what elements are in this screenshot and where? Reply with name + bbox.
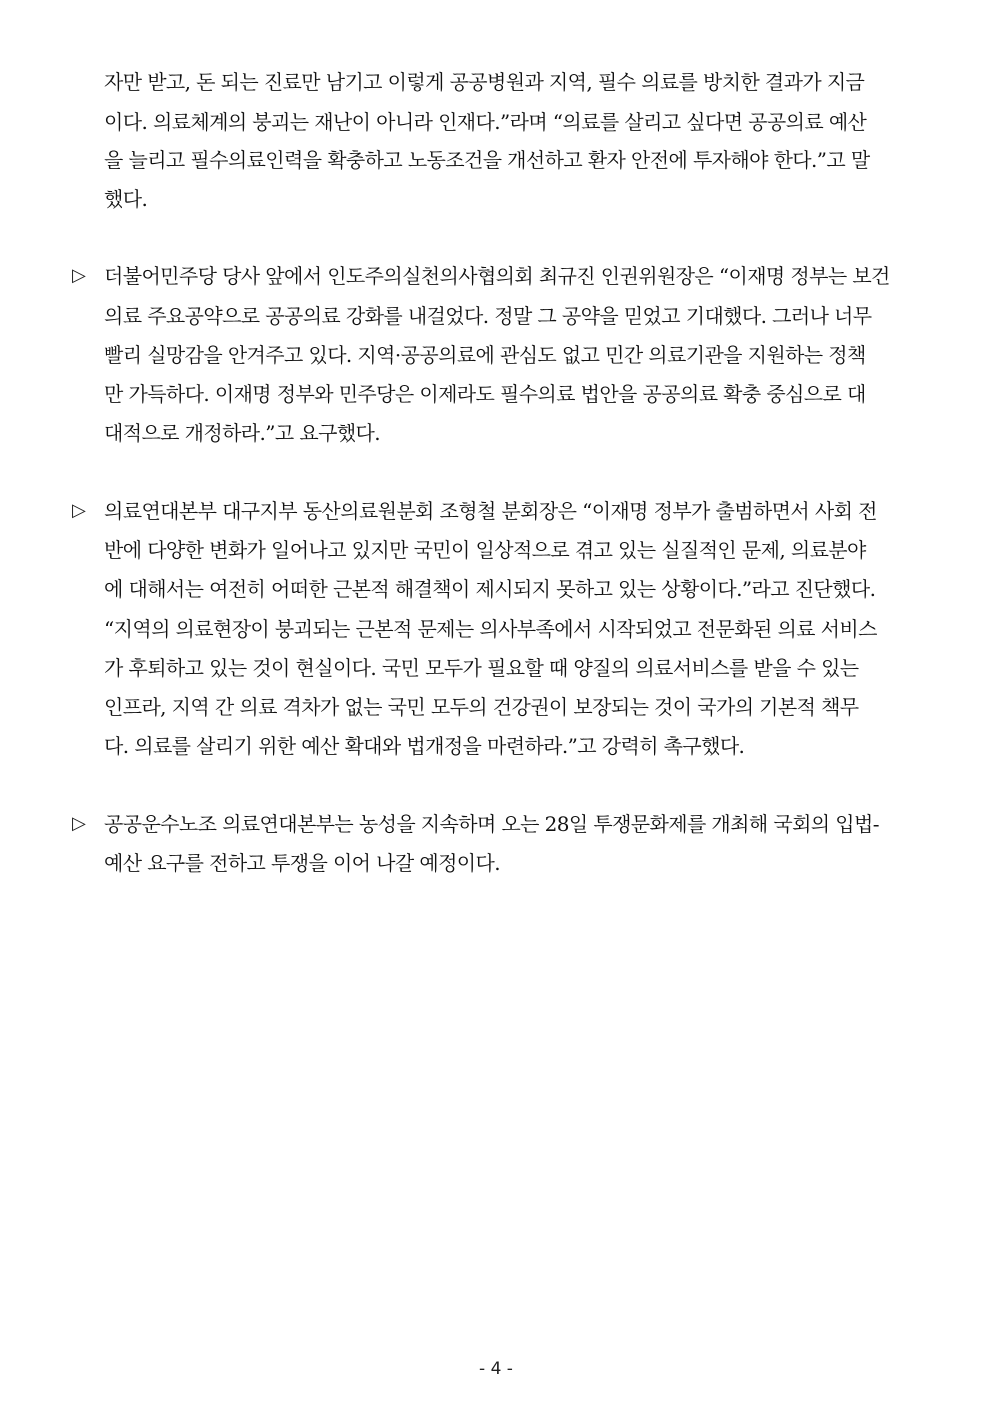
text-line: 가 후퇴하고 있는 것이 현실이다. 국민 모두가 필요할 때 양질의 의료서비스를 받을 수 있는 xyxy=(104,656,859,680)
text-line: 만 가득하다. 이재명 정부와 민주당은 이제라도 필수의료 법안을 공공의료 확충 중심으로 대 xyxy=(104,382,866,406)
text-line: 했다. xyxy=(104,187,148,211)
text-line: 공공운수노조 의료연대본부는 농성을 지속하며 오는 28일 투쟁문화제를 개최해 국회의 입법- xyxy=(104,812,879,836)
triangle-bullet-icon: ▷ xyxy=(72,813,86,834)
text-line: 빨리 실망감을 안겨주고 있다. 지역·공공의료에 관심도 없고 민간 의료기관을 지원하는 정책 xyxy=(104,343,866,367)
page-number: - 4 - xyxy=(479,1359,513,1379)
text-line: 이다. 의료체계의 붕괴는 재난이 아니라 인재다.”라며 “의료를 살리고 싶다면 공공의료 예산 xyxy=(104,110,867,134)
text-line: 자만 받고, 돈 되는 진료만 남기고 이렇게 공공병원과 지역, 필수 의료를 방치한 결과가 지금 xyxy=(104,70,865,94)
text-line: 의료 주요공약으로 공공의료 강화를 내걸었다. 정말 그 공약을 믿었고 기대했다. 그러나 너무 xyxy=(104,304,872,328)
text-line: “지역의 의료현장이 붕괴되는 근본적 문제는 의사부족에서 시작되었고 전문화된 의료 서비스 xyxy=(104,617,877,641)
text-line: 에 대해서는 여전히 어떠한 근본적 해결책이 제시되지 못하고 있는 상황이다.”라고 진단했다. xyxy=(104,577,876,601)
text-line: 예산 요구를 전하고 투쟁을 이어 나갈 예정이다. xyxy=(104,851,500,875)
text-line: 반에 다양한 변화가 일어나고 있지만 국민이 일상적으로 겪고 있는 실질적인 문제, 의료분야 xyxy=(104,538,866,562)
text-line: 인프라, 지역 간 의료 격차가 없는 국민 모두의 건강권이 보장되는 것이 국가의 기본적 책무 xyxy=(104,695,859,719)
triangle-bullet-icon: ▷ xyxy=(72,265,86,286)
text-line: 의료연대본부 대구지부 동산의료원분회 조형철 분회장은 “이재명 정부가 출범하면서 사회 전 xyxy=(104,499,877,523)
text-line: 대적으로 개정하라.”고 요구했다. xyxy=(104,421,381,445)
text-line: 을 늘리고 필수의료인력을 확충하고 노동조건을 개선하고 환자 안전에 투자해야 한다.”고 말 xyxy=(104,148,870,172)
text-line: 다. 의료를 살리기 위한 예산 확대와 법개정을 마련하라.”고 강력히 촉구했다. xyxy=(104,734,745,758)
triangle-bullet-icon: ▷ xyxy=(72,500,86,521)
text-line: 더불어민주당 당사 앞에서 인도주의실천의사협의회 최규진 인권위원장은 “이재명 정부는 보건 xyxy=(104,264,890,288)
